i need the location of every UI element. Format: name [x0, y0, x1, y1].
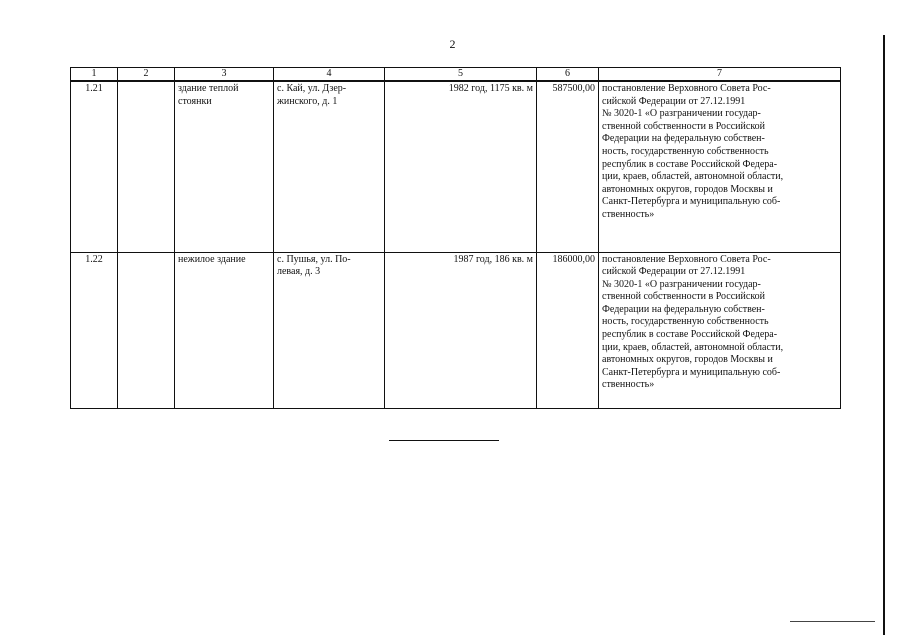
item-number: 1.21 — [71, 81, 118, 252]
cost-value: 587500,00 — [537, 81, 599, 252]
legal-basis: постановление Верховного Совета Рос- сийской Федерации от 27.12.1991 № 3020-1 «О разграничении государ- ственной собственности в Российской Федерации на федеральную собствен- ность, государственную собственность республик в составе Российской Федера- ции, краев, областей, автономной области, автономных округов, городов Москвы и Санкт-Петербурга и муниципальную соб- ственность» — [599, 252, 841, 408]
column-header: 3 — [175, 68, 274, 82]
object-address: с. Кай, ул. Дзер- жинского, д. 1 — [274, 81, 385, 252]
object-name: здание теплой стоянки — [175, 81, 274, 252]
year-area: 1987 год, 186 кв. м — [385, 252, 537, 408]
object-name: нежилое здание — [175, 252, 274, 408]
year-area: 1982 год, 1175 кв. м — [385, 81, 537, 252]
column-header: 2 — [118, 68, 175, 82]
item-col2 — [118, 252, 175, 408]
column-header: 7 — [599, 68, 841, 82]
end-separator-line — [389, 440, 499, 441]
item-number: 1.22 — [71, 252, 118, 408]
column-header: 6 — [537, 68, 599, 82]
table-row — [71, 81, 841, 252]
page-number: 2 — [449, 37, 456, 51]
column-header: 4 — [274, 68, 385, 82]
header-row — [71, 68, 841, 82]
column-header: 1 — [71, 68, 118, 82]
property-table — [70, 67, 841, 409]
table-row — [71, 252, 841, 408]
cost-value: 186000,00 — [537, 252, 599, 408]
legal-basis: постановление Верховного Совета Рос- сийской Федерации от 27.12.1991 № 3020-1 «О разграничении государ- ственной собственности в Российской Федерации на федеральную собствен- ность, государственную собственность республик в составе Российской Федера- ции, краев, областей, автономной области, автономных округов, городов Москвы и Санкт-Петербурга и муниципальную соб- ственность» — [599, 81, 841, 252]
scan-corner-line — [790, 621, 875, 622]
column-header: 5 — [385, 68, 537, 82]
scan-edge-line — [883, 35, 885, 635]
object-address: с. Пушья, ул. По- левая, д. 3 — [274, 252, 385, 408]
table-header — [71, 68, 841, 82]
item-col2 — [118, 81, 175, 252]
